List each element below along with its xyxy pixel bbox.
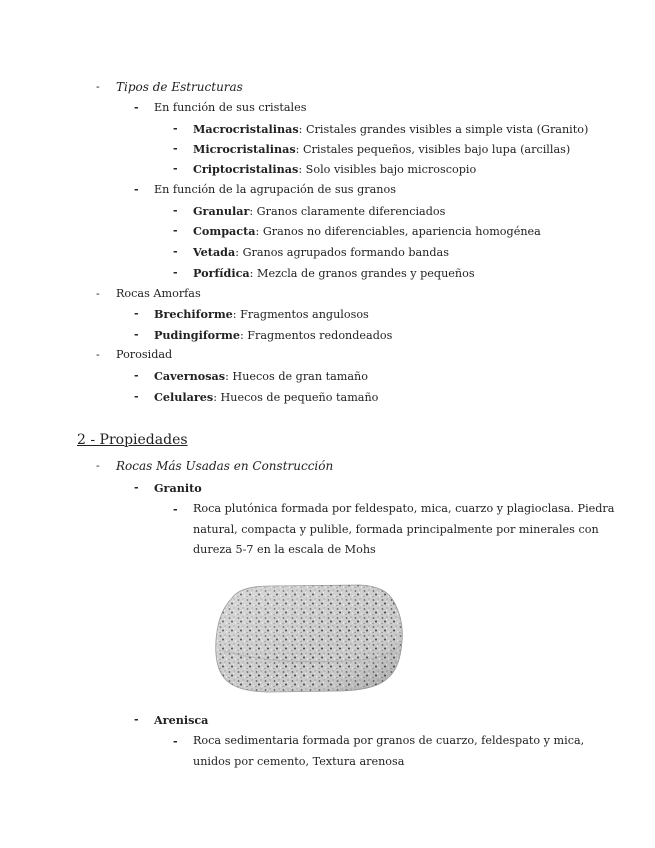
bullet-dash: -	[173, 245, 178, 258]
bullet-dash: -	[173, 162, 178, 175]
bullet-dash: -	[173, 122, 178, 135]
bullet-dash: -	[134, 481, 139, 494]
list-item: Microcristalinas: Cristales pequeños, visibles bajo lupa (arcillas)	[193, 142, 571, 156]
list-item: Porfídica: Mezcla de granos grandes y pequeños	[193, 266, 475, 280]
text-line: dureza 5-7 en la escala de Mohs	[193, 543, 376, 556]
list-item: Criptocristalinas: Solo visibles bajo microscopio	[193, 162, 477, 176]
list-item: Pudingiforme: Fragmentos redondeados	[154, 328, 393, 342]
bullet-dash: -	[96, 348, 100, 361]
granite-rock-image	[210, 580, 410, 695]
bullet-dash: -	[134, 390, 139, 403]
bullet-dash: -	[173, 503, 178, 516]
bullet-dash: -	[134, 328, 139, 341]
bullet-dash: -	[96, 80, 100, 93]
rock-name-arenisca: Arenisca	[154, 713, 209, 727]
bullet-dash: -	[134, 713, 139, 726]
page-heading-propiedades: 2 - Propiedades	[77, 432, 188, 448]
bullet-dash: -	[173, 266, 178, 279]
text-line: natural, compacta y pulible, formada principalmente por minerales con	[193, 522, 599, 536]
list-item: Vetada: Granos agrupados formando bandas	[193, 245, 449, 259]
bullet-dash: -	[134, 101, 139, 114]
arenisca-description	[193, 731, 584, 772]
subsection-cristales: En función de sus cristales	[154, 101, 307, 114]
text-line: unidos por cemento, Textura arenosa	[193, 754, 405, 768]
bullet-dash: -	[173, 142, 178, 155]
text-line: Roca sedimentaria formada por granos de cuarzo, feldespato y mica,	[193, 734, 585, 747]
granito-description	[193, 499, 614, 561]
bullet-dash: -	[96, 287, 100, 300]
text-line: Roca plutónica formada por feldespato, mica, cuarzo y plagioclasa. Piedra	[193, 502, 615, 515]
list-item: Cavernosas: Huecos de gran tamaño	[154, 369, 368, 383]
bullet-dash: -	[173, 224, 178, 237]
subsection-granos: En función de la agrupación de sus granos	[154, 183, 396, 196]
bullet-dash: -	[173, 735, 178, 748]
list-item: Compacta: Granos no diferenciables, apariencia homogénea	[193, 224, 541, 238]
bullet-dash: -	[173, 204, 178, 217]
section-title-porosidad: Porosidad	[116, 348, 173, 361]
bullet-dash: -	[134, 307, 139, 320]
list-item: Granular: Granos claramente diferenciados	[193, 204, 446, 218]
list-item: Celulares: Huecos de pequeño tamaño	[154, 390, 379, 404]
section-title-amorfas: Rocas Amorfas	[116, 287, 201, 300]
section-title-rocas-construccion: Rocas Más Usadas en Construcción	[116, 459, 334, 473]
rock-name-granito: Granito	[154, 481, 202, 495]
list-item: Brechiforme: Fragmentos angulosos	[154, 307, 369, 321]
bullet-dash: -	[134, 183, 139, 196]
bullet-dash: -	[96, 459, 100, 472]
bullet-dash: -	[134, 369, 139, 382]
list-item: Macrocristalinas: Cristales grandes visibles a simple vista (Granito)	[193, 122, 589, 136]
section-title-tipos: Tipos de Estructuras	[116, 80, 243, 94]
